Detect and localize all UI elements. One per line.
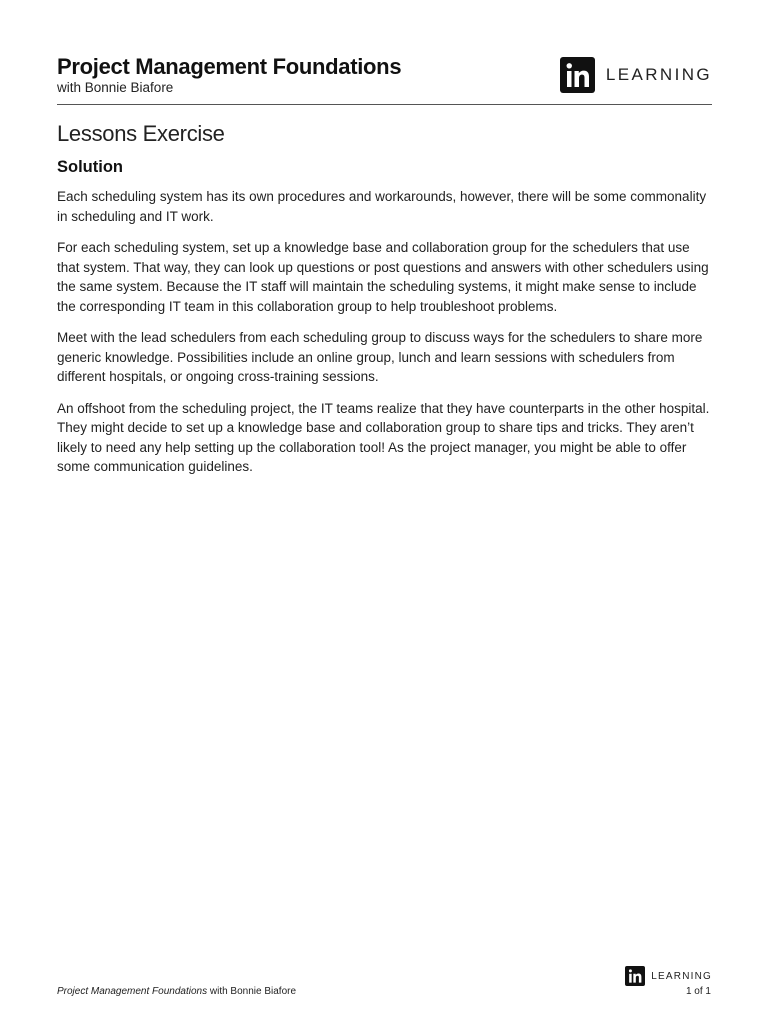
linkedin-in-icon: [625, 966, 645, 986]
document-body: [57, 121, 712, 489]
course-title: Project Management Foundations: [57, 54, 402, 79]
footer-course-title: Project Management Foundations: [57, 986, 208, 997]
linkedin-in-icon: [560, 57, 595, 93]
footer-course-credit: [57, 986, 296, 997]
footer-author: with Bonnie Biafore: [209, 986, 297, 997]
body-paragraph: Meet with the lead schedulers from each scheduling group to discuss ways for the schedulers to share more generic knowledge. Possibilities include an online group, lunch and learn sessions with schedulers from different hospitals, or ongoing cross-training sessions.: [57, 330, 703, 384]
document-header: [57, 52, 712, 105]
linkedin-learning-logo: [560, 57, 712, 93]
section-title: Solution: [57, 158, 123, 176]
brand-text: LEARNING: [605, 65, 712, 84]
body-paragraph: An offshoot from the scheduling project, the IT teams realize that they have counterparts in the other hospital. They might decide to set up a knowledge base and collaboration group to share tips and tricks. They aren’t likely to need any help setting up the collaboration tool! As the project manager, you might be able to offer some communication guidelines.: [57, 400, 710, 474]
body-paragraph: For each scheduling system, set up a knowledge base and collaboration group for the schedulers that use that system. That way, they can look up questions or post questions and answers with other schedulers using the same system. Because the IT staff will maintain the scheduling systems, it might make sense to include the corresponding IT team in this collaboration group to help troubleshoot problems.: [57, 240, 709, 314]
course-author: with Bonnie Biafore: [57, 80, 174, 95]
page-number: 1 of 1: [685, 986, 711, 997]
exercise-title: Lessons Exercise: [57, 121, 225, 146]
body-paragraph: Each scheduling system has its own procedures and workarounds, however, there will be some commonality in scheduling and IT work.: [57, 189, 707, 224]
footer-brand-text: LEARNING: [651, 970, 712, 982]
footer-linkedin-learning-logo: [625, 966, 712, 986]
